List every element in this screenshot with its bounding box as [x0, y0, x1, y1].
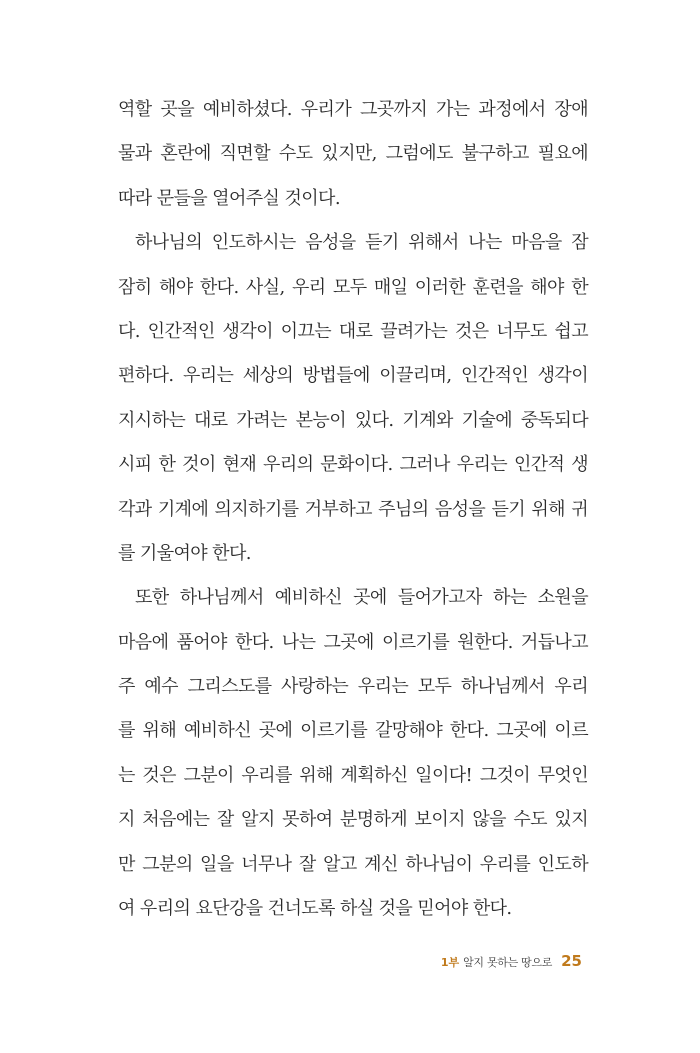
running-footer [441, 952, 582, 972]
text-line: 시피 한 것이 현재 우리의 문화이다. 그러나 우리는 인간적 생 [118, 454, 588, 476]
text-line: 를 기울여야 한다. [118, 542, 251, 564]
text-line: 를 위해 예비하신 곳에 이르기를 갈망해야 한다. 그곳에 이르 [118, 720, 588, 742]
text-line: 여 우리의 요단강을 건너도록 하실 것을 믿어야 한다. [118, 898, 512, 920]
body-text [118, 88, 588, 931]
text-line: 는 것은 그분이 우리를 위해 계획하신 일이다! 그것이 무엇인 [118, 764, 588, 786]
text-line: 마음에 품어야 한다. 나는 그곳에 이르기를 원한다. 거듭나고 [118, 631, 588, 653]
text-line: 지시하는 대로 가려는 본능이 있다. 기계와 기술에 중독되다 [118, 409, 588, 431]
text-line: 다. 인간적인 생각이 이끄는 대로 끌려가는 것은 너무도 쉽고 [118, 320, 588, 342]
text-line: 역할 곳을 예비하셨다. 우리가 그곳까지 가는 과정에서 장애 [118, 99, 588, 120]
text-line: 물과 혼란에 직면할 수도 있지만, 그럼에도 불구하고 필요에 [118, 143, 588, 165]
text-line: 따라 문들을 열어주실 것이다. [118, 187, 340, 209]
page-number: 25 [561, 952, 582, 970]
text-line: 만 그분의 일을 너무나 잘 알고 계신 하나님이 우리를 인도하 [118, 853, 588, 875]
paragraph-first-line: 또한 하나님께서 예비하신 곳에 들어가고자 하는 소원을 [135, 587, 588, 609]
text-line: 잠히 해야 한다. 사실, 우리 모두 매일 이러한 훈련을 해야 한 [118, 276, 588, 298]
text-line: 지 처음에는 잘 알지 못하여 분명하게 보이지 않을 수도 있지 [118, 809, 588, 831]
chapter-title: 알지 못하는 땅으로 [463, 956, 553, 969]
text-line: 각과 기계에 의지하기를 거부하고 주님의 음성을 듣기 위해 귀 [118, 498, 588, 520]
text-line: 주 예수 그리스도를 사랑하는 우리는 모두 하나님께서 우리 [118, 676, 588, 698]
paragraph-first-line: 하나님의 인도하시는 음성을 듣기 위해서 나는 마음을 잠 [135, 232, 588, 254]
part-label: 1부 [440, 956, 460, 969]
text-line: 편하다. 우리는 세상의 방법들에 이끌리며, 인간적인 생각이 [118, 365, 588, 387]
